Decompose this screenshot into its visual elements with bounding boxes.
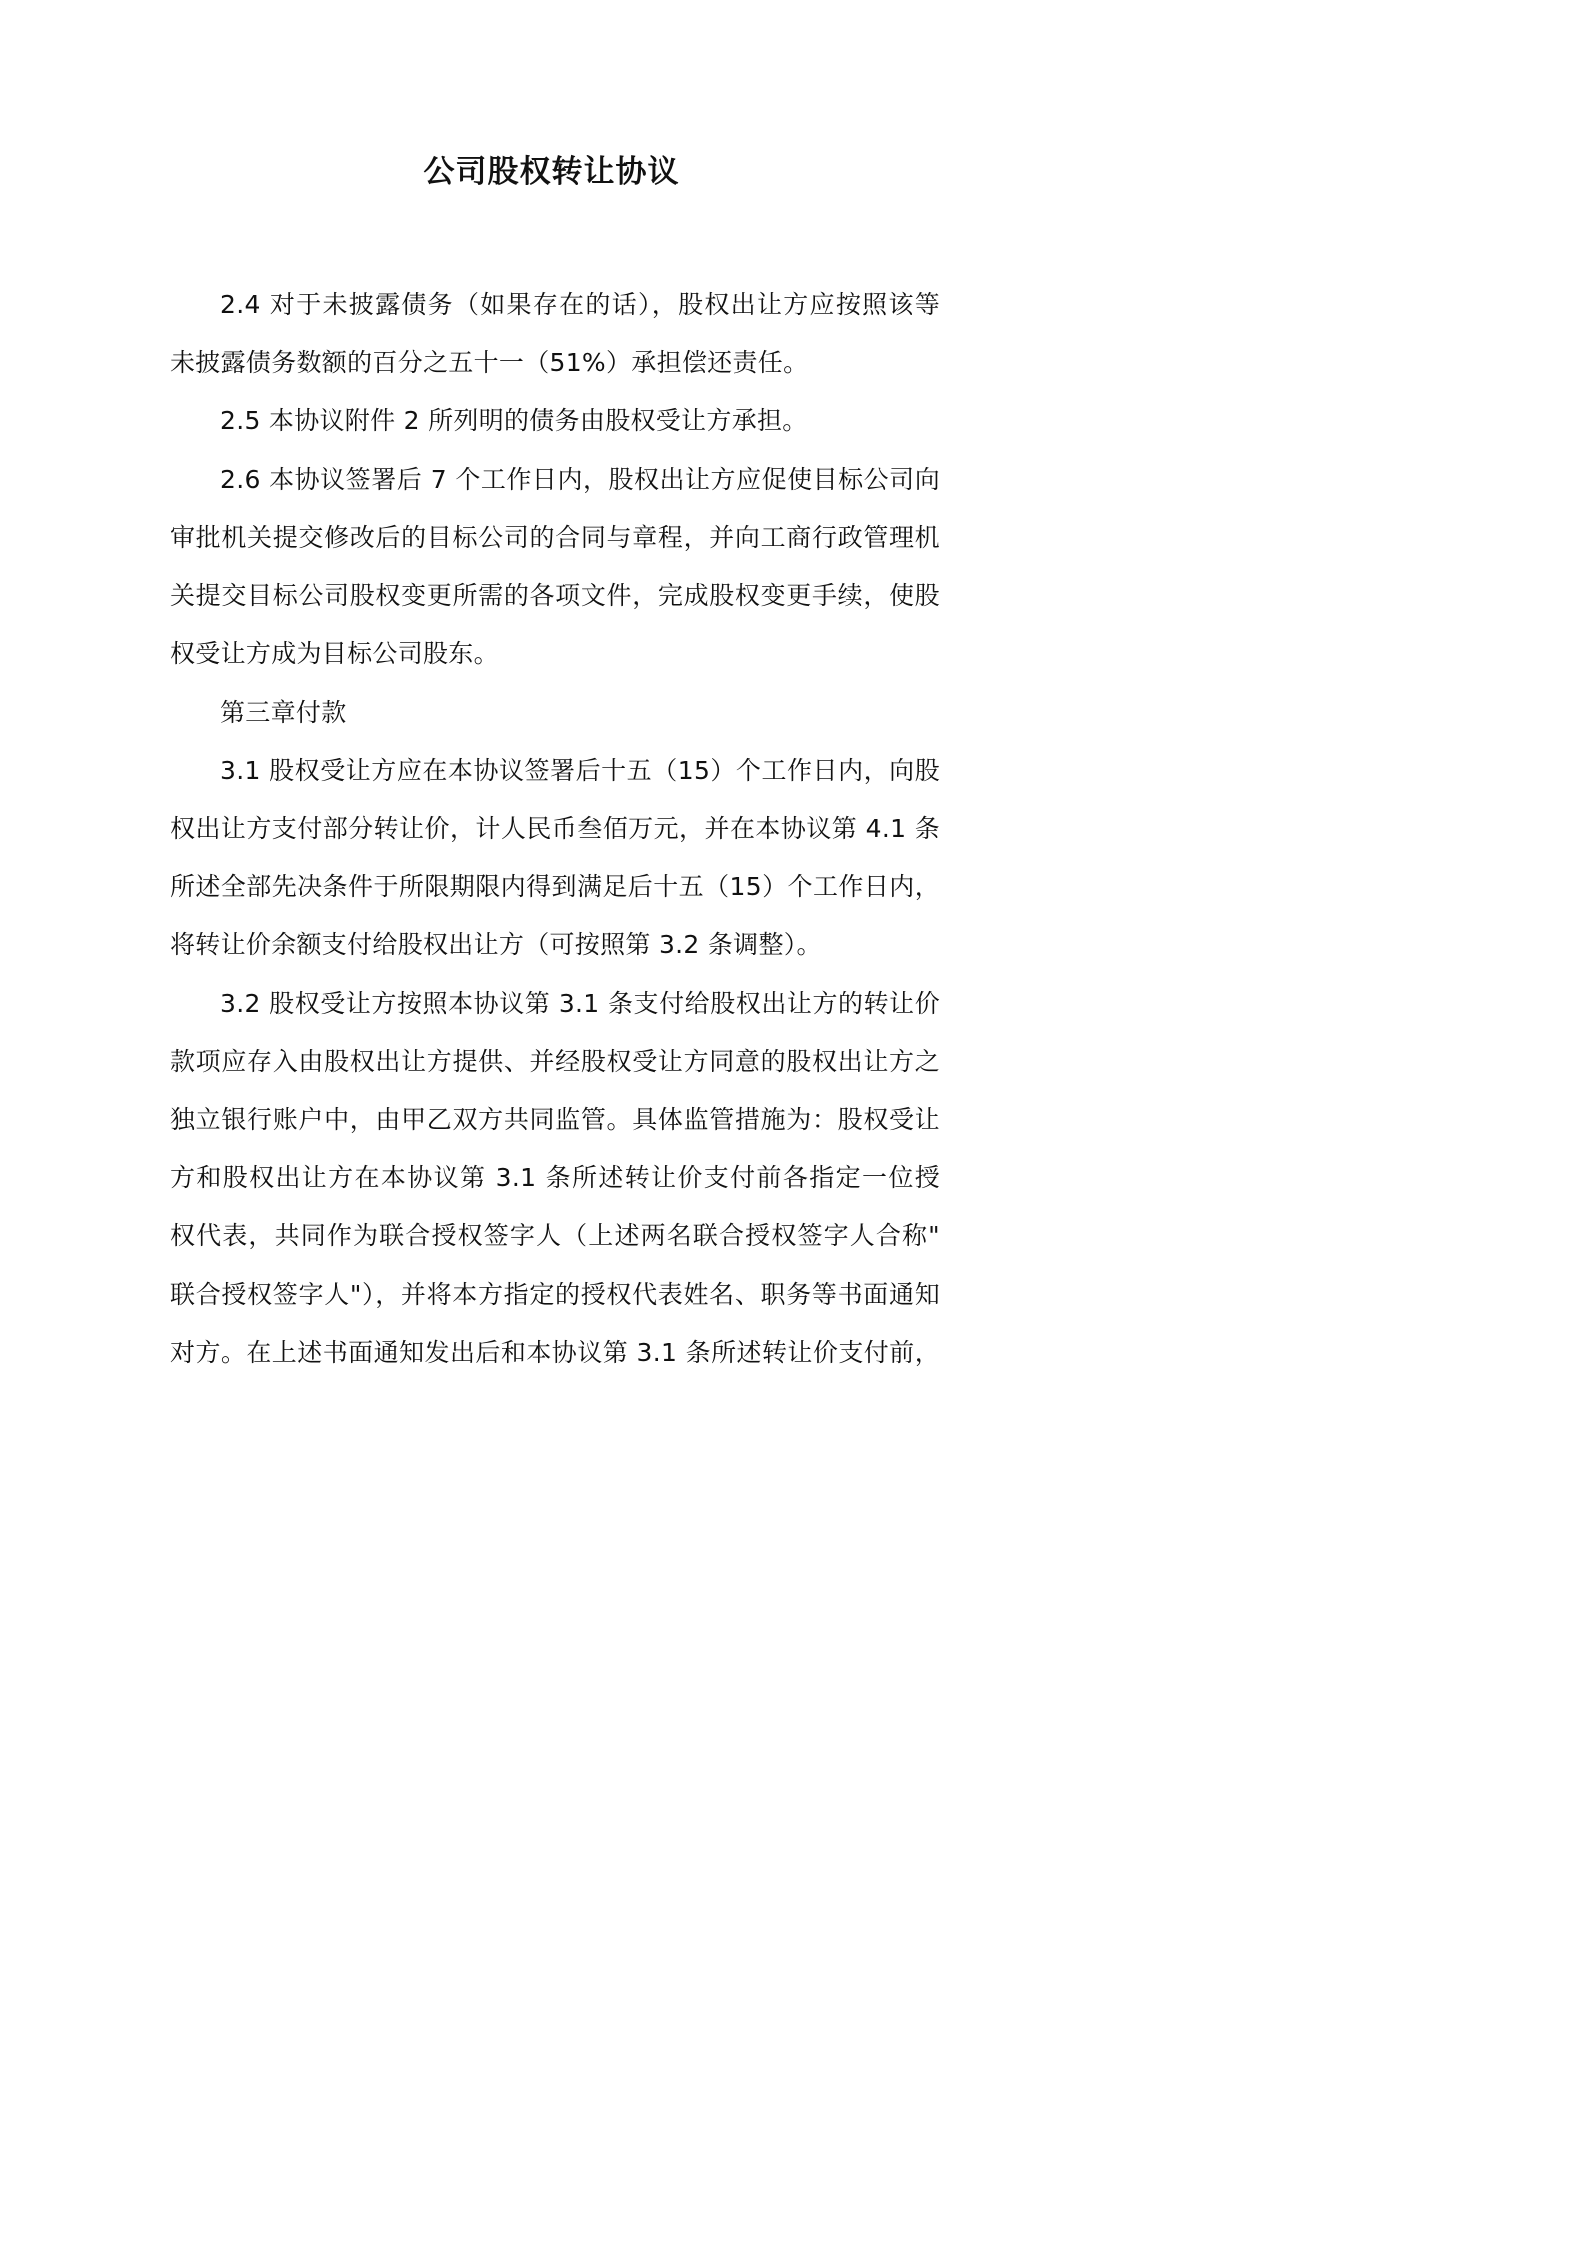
clause-2-6-line-3: 关提交目标公司股权变更所需的各项文件，完成股权变更手续，使股 (170, 581, 940, 610)
clause-3-2-line-4: 方和股权出让方在本协议第 3.1 条所述转让价支付前各指定一位授 (170, 1163, 940, 1192)
clause-3-2-line-2: 款项应存入由股权出让方提供、并经股权受让方同意的股权出让方之 (170, 1047, 940, 1076)
clause-3-2-line-1: 3.2 股权受让方按照本协议第 3.1 条支付给股权出让方的转让价 (220, 989, 940, 1018)
document-page (0, 0, 1103, 1560)
chapter-3-heading: 第三章付款 (220, 698, 347, 727)
clause-3-1-line-1: 3.1 股权受让方应在本协议签署后十五（15）个工作日内，向股 (220, 756, 940, 785)
clause-2-6-line-4: 权受让方成为目标公司股东。 (170, 639, 499, 668)
clause-3-1-line-4: 将转让价余额支付给股权出让方（可按照第 3.2 条调整）。 (170, 930, 822, 959)
clause-3-2-line-6: 联合授权签字人"），并将本方指定的授权代表姓名、职务等书面通知 (170, 1280, 940, 1309)
clause-2-5-line-1: 2.5 本协议附件 2 所列明的债务由股权受让方承担。 (220, 406, 808, 435)
clause-2-4-line-2: 未披露债务数额的百分之五十一（51%）承担偿还责任。 (170, 348, 809, 377)
clause-3-1-line-3: 所述全部先决条件于所限期限内得到满足后十五（15）个工作日内， (170, 872, 940, 901)
clause-3-2-line-3: 独立银行账户中，由甲乙双方共同监管。具体监管措施为：股权受让 (170, 1105, 940, 1134)
clause-2-6-line-2: 审批机关提交修改后的目标公司的合同与章程，并向工商行政管理机 (170, 523, 940, 552)
clause-3-2-line-5: 权代表，共同作为联合授权签字人（上述两名联合授权签字人合称" (170, 1221, 940, 1250)
clause-3-1-line-2: 权出让方支付部分转让价，计人民币叁佰万元，并在本协议第 4.1 条 (170, 814, 940, 843)
clause-2-4-line-1: 2.4 对于未披露债务（如果存在的话），股权出让方应按照该等 (220, 290, 940, 319)
clause-2-6-line-1: 2.6 本协议签署后 7 个工作日内，股权出让方应促使目标公司向 (220, 465, 940, 494)
clause-3-2-line-7: 对方。在上述书面通知发出后和本协议第 3.1 条所述转让价支付前， (170, 1338, 940, 1367)
document-title: 公司股权转让协议 (423, 154, 680, 190)
